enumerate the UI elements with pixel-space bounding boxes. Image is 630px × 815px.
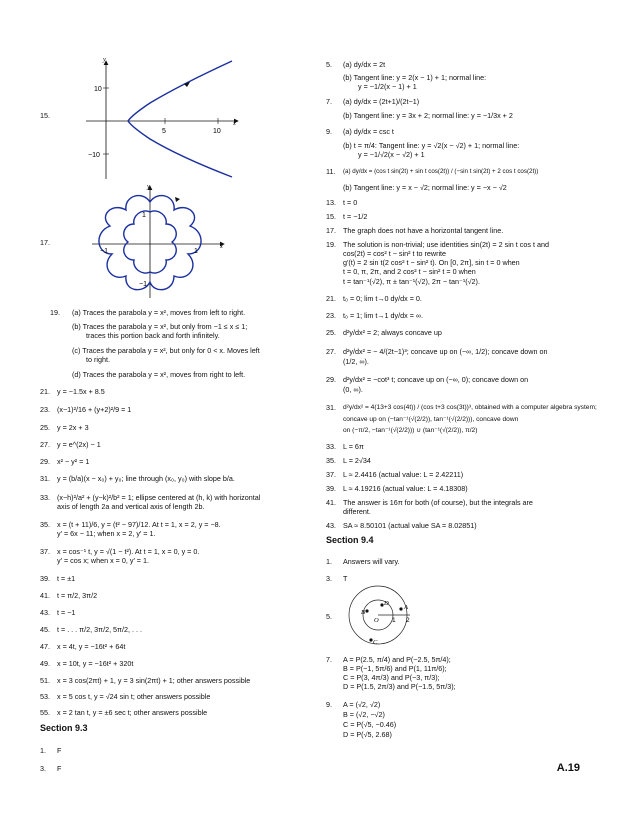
- answer-19a: (a) Traces the parabola y = x², moves from left to right.: [72, 308, 246, 317]
- y-axis-label: y: [103, 56, 106, 63]
- answer-number: 21.: [326, 294, 336, 303]
- ytick-neg10: −10: [88, 152, 100, 159]
- answer-number: 5.: [326, 60, 332, 69]
- answer-number: 55.: [40, 708, 50, 717]
- answer-text: t = −1: [57, 608, 76, 617]
- answer-line: (b) Tangent line: y = x − √2; normal line: y = −x − √2: [343, 183, 507, 192]
- answer-number: 7.: [326, 97, 332, 106]
- answer-number: 27.: [326, 347, 336, 356]
- answer-line: y = −1/√2(x − √2) + 1: [358, 150, 425, 159]
- answer-line: g′(t) = 2 sin t(2 cos² t − sin² t). On [0, 2π], sin t = 0 when: [343, 258, 520, 267]
- answer-number: 35.: [40, 520, 50, 529]
- answer-number: 41.: [326, 498, 336, 507]
- answer-line: different.: [343, 507, 371, 516]
- answer-line: y = −1/2(x − 1) + 1: [358, 82, 417, 91]
- answer-line: t = tan⁻¹(√2), π ± tan⁻¹(√2), 2π − tan⁻¹(√2).: [343, 277, 480, 286]
- answer-line: t₀ = 1; lim t→1 dy/dx = ∞.: [343, 311, 424, 320]
- answer-line: cos(2t) = cos² t − sin² t to rewrite: [343, 249, 447, 258]
- answer-line: d²y/dx² = − 4/(2t−1)³; concave up on (−∞, 1/2); concave down on: [343, 347, 548, 356]
- answer-number: 7.: [326, 655, 332, 664]
- answer-line: (b) Tangent line: y = 3x + 2; normal line: y = −1/3x + 2: [343, 111, 513, 120]
- answer-number: 29.: [40, 457, 50, 466]
- answer-text: (x−h)²/a² + (y−k)²/b² = 1; ellipse centered at (h, k) with horizontal: [57, 493, 261, 502]
- answer-line: d²y/dx² = −cot³ t; concave up on (−∞, 0); concave down on: [343, 375, 529, 384]
- y-axis-label: y: [147, 183, 150, 190]
- answer-number: 23.: [326, 311, 336, 320]
- label-b: B: [361, 609, 365, 616]
- x-axis-label: x: [233, 120, 236, 127]
- label-a: A: [404, 604, 408, 611]
- tick-2: 2: [406, 617, 410, 624]
- answer-text: F: [57, 746, 62, 755]
- answer-line: T: [343, 574, 348, 583]
- answer-19c: (c) Traces the parabola y = x², but only for 0 < x. Moves left: [72, 346, 260, 355]
- answer-text: x = (t + 11)/6, y = (t² − 97)/12. At t = 1, x = 2, y = −8.: [57, 520, 221, 529]
- answer-line: C = P(√5, −0.46): [343, 720, 397, 729]
- answer-number: 25.: [40, 423, 50, 432]
- answer-line: A = (√2, √2): [343, 700, 381, 709]
- answer-line: t = −1/2: [343, 212, 368, 221]
- answer-number: 45.: [40, 625, 50, 634]
- answer-text: x = 2 tan t, y = ±6 sec t; other answers possible: [57, 708, 208, 717]
- answer-number: 43.: [326, 521, 336, 530]
- answer-line: L ≈ 4.19216 (actual value: L = 4.18308): [343, 484, 468, 493]
- answer-line: on (−π/2, −tan⁻¹(√(2/2))) ∪ (tan⁻¹(√(2/2)), π/2): [343, 427, 478, 434]
- answer-number: 51.: [40, 676, 50, 685]
- answer-number: 39.: [40, 574, 50, 583]
- answer-text: x = 4t, y = −16t² + 64t: [57, 642, 126, 651]
- answer-line: (a) dy/dx = csc t: [343, 127, 394, 136]
- xtick-10: 10: [213, 128, 221, 135]
- answer-number: 1.: [40, 746, 46, 755]
- ytick-neg1: −1: [139, 281, 147, 288]
- answer-text-cont: axis of length 2a and vertical axis of length 2b.: [57, 502, 205, 511]
- ytick-10: 10: [94, 86, 102, 93]
- answer-number: 19.: [50, 308, 60, 317]
- answer-number: 29.: [326, 375, 336, 384]
- point-b: [365, 609, 368, 612]
- direction-arrow-icon: [175, 197, 180, 202]
- answer-number: 17.: [326, 226, 336, 235]
- answer-line: L = 2√34: [343, 456, 371, 465]
- answer-line: (a) dy/dx = 2t: [343, 60, 386, 69]
- answer-line: t = 0: [343, 198, 358, 207]
- answer-number: 13.: [326, 198, 336, 207]
- fig5-polar-plot: [338, 584, 433, 646]
- tick-1: 1: [392, 617, 396, 624]
- answer-line: The answer is 16π for both (of course), but the integrals are: [343, 498, 533, 507]
- answer-line: C = P(3, 4π/3) and P(−3, π/3);: [343, 673, 440, 682]
- answer-number: 33.: [326, 442, 336, 451]
- answer-line: L ≈ 2.4416 (actual value: L = 2.42211): [343, 470, 464, 479]
- answer-text: x² − y² = 1: [57, 457, 90, 466]
- answer-line: SA ≈ 8.50101 (actual value SA = 8.02851): [343, 521, 477, 530]
- answer-19b-cont: traces this portion back and forth infinitely.: [86, 331, 220, 340]
- answer-line: D = P(1.5, 2π/3) and P(−1.5, 5π/3);: [343, 682, 456, 691]
- answer-line: t = 0, π, 2π, and 2 cos² t − sin² t = 0 when: [343, 267, 476, 276]
- answer-number: 3.: [326, 574, 332, 583]
- answer-number: 35.: [326, 456, 336, 465]
- fig5-number: 5.: [326, 612, 332, 621]
- answer-text: x = 3 cos(2πt) + 1, y = 3 sin(2πt) + 1; other answers possible: [57, 676, 251, 685]
- answer-19c-cont: to right.: [86, 355, 110, 364]
- answer-number: 49.: [40, 659, 50, 668]
- ytick-1: 1: [142, 212, 146, 219]
- answer-text: t = . . . π/2, 3π/2, 5π/2, . . .: [57, 625, 142, 634]
- answer-number: 3.: [40, 764, 46, 773]
- answer-text-cont: y′ = 6x − 11; when x = 2, y′ = 1.: [57, 529, 156, 538]
- answer-number: 41.: [40, 591, 50, 600]
- fig15-graph: [80, 55, 245, 185]
- curve-line: [128, 61, 232, 177]
- answer-number: 11.: [326, 167, 336, 176]
- answer-line: L = 6π: [343, 442, 364, 451]
- xtick-1: 1: [194, 248, 198, 255]
- answer-number: 27.: [40, 440, 50, 449]
- answer-number: 37.: [40, 547, 50, 556]
- answer-line: The solution is non-trivial; use identities sin(2t) = 2 sin t cos t and: [343, 240, 549, 249]
- answer-line: (0, ∞).: [343, 385, 363, 394]
- answer-number: 47.: [40, 642, 50, 651]
- answer-text: y = e^(2x) − 1: [57, 440, 101, 449]
- answer-text: y = −1.5x + 8.5: [57, 387, 105, 396]
- answer-text: (x−1)²/16 + (y+2)²/9 = 1: [57, 405, 132, 414]
- label-c: C: [373, 639, 378, 646]
- answer-line: d²y/dx² = 2; always concave up: [343, 328, 442, 337]
- answer-line: D = P(√5, 2.68): [343, 730, 392, 739]
- fig15-number: 15.: [40, 111, 50, 120]
- answer-number: 1.: [326, 557, 332, 566]
- answer-number: 53.: [40, 692, 50, 701]
- answer-number: 33.: [40, 493, 50, 502]
- answer-text: F: [57, 764, 62, 773]
- answer-number: 9.: [326, 700, 332, 709]
- answer-text: x = 5 cos t, y = √24 sin t; other answers possible: [57, 692, 211, 701]
- answer-text: x = 10t, y = −16t² + 320t: [57, 659, 134, 668]
- answer-line: concave up on (−tan⁻¹(√(2/2)), tan⁻¹(√(2/2))), concave down: [343, 416, 519, 423]
- answer-number: 15.: [326, 212, 336, 221]
- answer-number: 43.: [40, 608, 50, 617]
- xtick-neg1: −1: [100, 248, 108, 255]
- answer-number: 25.: [326, 328, 336, 337]
- label-d: D: [384, 600, 389, 607]
- answer-line: (a) dy/dx = (cos t sin(2t) + sin t cos(2t)) / (−sin t sin(2t) + 2 cos t cos(2t)): [343, 168, 539, 175]
- x-axis-label: x: [220, 243, 223, 250]
- answer-number: 31.: [326, 403, 336, 412]
- section-heading-9-4: Section 9.4: [326, 535, 374, 545]
- answer-line: B = (√2, −√2): [343, 710, 385, 719]
- answer-line: B = P(−1, 5π/6) and P(1, 11π/6);: [343, 664, 447, 673]
- answer-line: Answers will vary.: [343, 557, 400, 566]
- answer-19b: (b) Traces the parabola y = x², but only from −1 ≤ x ≤ 1;: [72, 322, 248, 331]
- answer-number: 19.: [326, 240, 336, 249]
- answer-text: y = (b/a)(x − x₀) + y₀; line through (x₀, y₀) with slope b/a.: [57, 474, 235, 483]
- answer-19d: (d) Traces the parabola y = x², moves from right to left.: [72, 370, 246, 379]
- answer-text: t = ±1: [57, 574, 76, 583]
- answer-number: 21.: [40, 387, 50, 396]
- section-heading-9-3: Section 9.3: [40, 723, 88, 733]
- answer-text: x = cos⁻¹ t, y = √(1 − t²). At t = 1, x = 0, y = 0.: [57, 547, 200, 556]
- page-number: A.19: [556, 762, 580, 774]
- answer-line: A = P(2.5, π/4) and P(−2.5, 5π/4);: [343, 655, 451, 664]
- answer-number: 39.: [326, 484, 336, 493]
- answer-line: (1/2, ∞).: [343, 357, 369, 366]
- fig17-graph: [88, 182, 228, 300]
- answer-line: d²y/dx² = 4(13+3 cos(4t)) / (cos t+3 cos(3t))³, obtained with a computer algebra system;: [343, 404, 597, 411]
- answer-line: (b) t = π/4: Tangent line: y = √2(x − √2) + 1; normal line:: [343, 141, 520, 150]
- answer-text: t = π/2, 3π/2: [57, 591, 98, 600]
- fig17-number: 17.: [40, 238, 50, 247]
- answer-number: 31.: [40, 474, 50, 483]
- xtick-5: 5: [162, 128, 166, 135]
- answer-number: 9.: [326, 127, 332, 136]
- point-a: [399, 607, 402, 610]
- label-origin: O: [374, 617, 379, 624]
- answer-line: (b) Tangent line: y = 2(x − 1) + 1; normal line:: [343, 73, 487, 82]
- answer-text-cont: y′ = cos x; when x = 0, y′ = 1.: [57, 556, 149, 565]
- answer-number: 23.: [40, 405, 50, 414]
- answer-line: (a) dy/dx = (2t+1)/(2t−1): [343, 97, 420, 106]
- answer-text: y = 2x + 3: [57, 423, 89, 432]
- answer-line: t₀ = 0; lim t→0 dy/dx = 0.: [343, 294, 422, 303]
- answer-number: 37.: [326, 470, 336, 479]
- answer-line: The graph does not have a horizontal tangent line.: [343, 226, 504, 235]
